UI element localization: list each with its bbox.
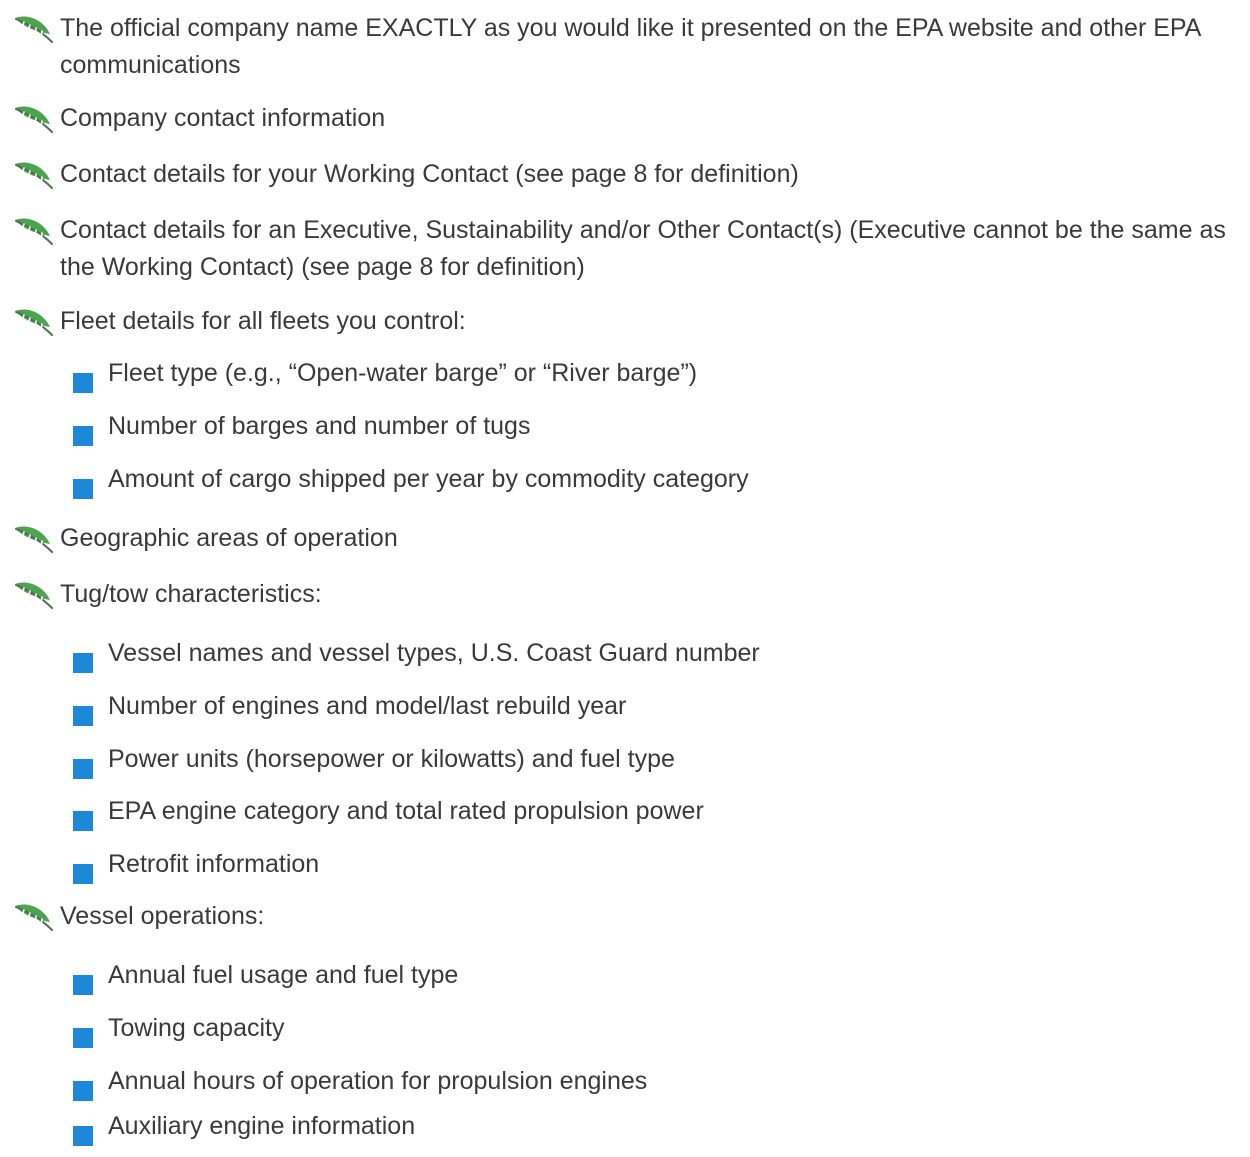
leaf-icon: [12, 214, 54, 248]
list-subitem-text: Retrofit information: [108, 850, 320, 878]
leaf-icon: [12, 102, 54, 136]
square-bullet-icon: [73, 647, 93, 667]
square-bullet-icon: [73, 367, 93, 387]
leaf-icon: [12, 900, 54, 934]
square-bullet-icon: [73, 753, 93, 773]
list-subitem-text: Annual hours of operation for propulsion engines: [108, 1067, 648, 1095]
list-item-text: Contact details for your Working Contact (see page 8 for definition): [60, 160, 799, 188]
list-subitem-text: Towing capacity: [108, 1014, 285, 1042]
square-bullet-icon: [73, 969, 93, 989]
list-subitem-text: Number of engines and model/last rebuild year: [108, 692, 627, 720]
list-item-text: Contact details for an Executive, Sustainability and/or Other Contact(s) (Executive cannot be the same as the Working Contact) (see page 8 for definition): [60, 216, 1226, 281]
leaf-icon: [12, 305, 54, 339]
list-item-text: Vessel operations:: [60, 902, 265, 930]
list-item-text: Tug/tow characteristics:: [60, 580, 322, 608]
square-bullet-icon: [73, 1120, 93, 1140]
list-item-text: The official company name EXACTLY as you would like it presented on the EPA website and other EPA communications: [60, 14, 1201, 79]
list-subitem-text: EPA engine category and total rated propulsion power: [108, 797, 704, 825]
square-bullet-icon: [73, 1075, 93, 1095]
list-item-text: Geographic areas of operation: [60, 524, 398, 552]
square-bullet-icon: [73, 700, 93, 720]
leaf-icon: [12, 578, 54, 612]
list-subitem-text: Number of barges and number of tugs: [108, 412, 531, 440]
square-bullet-icon: [73, 1022, 93, 1042]
square-bullet-icon: [73, 420, 93, 440]
square-bullet-icon: [73, 805, 93, 825]
list-subitem-text: Vessel names and vessel types, U.S. Coast Guard number: [108, 639, 760, 667]
leaf-icon: [12, 12, 54, 46]
leaf-icon: [12, 158, 54, 192]
leaf-icon: [12, 522, 54, 556]
square-bullet-icon: [73, 473, 93, 493]
list-subitem-text: Auxiliary engine information: [108, 1112, 416, 1140]
list-subitem-text: Power units (horsepower or kilowatts) and fuel type: [108, 745, 675, 773]
list-subitem-text: Annual fuel usage and fuel type: [108, 961, 459, 989]
list-subitem-text: Fleet type (e.g., “Open-water barge” or “River barge”): [108, 359, 698, 387]
list-item-text: Company contact information: [60, 104, 386, 132]
list-subitem-text: Amount of cargo shipped per year by commodity category: [108, 465, 749, 493]
list-item-text: Fleet details for all fleets you control:: [60, 307, 466, 335]
square-bullet-icon: [73, 858, 93, 878]
